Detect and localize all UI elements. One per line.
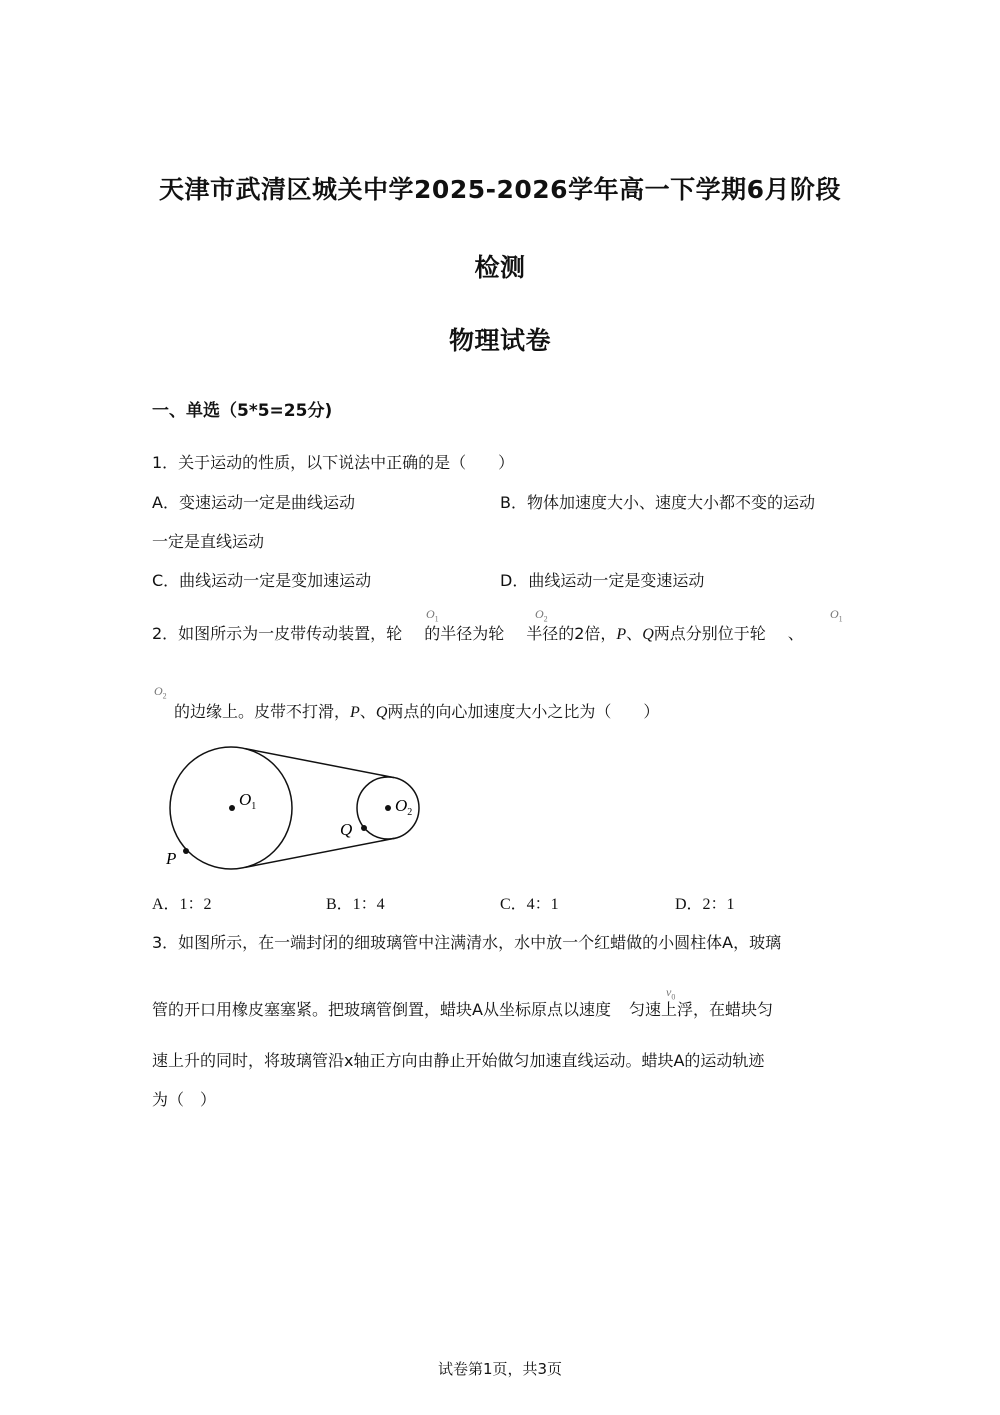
belt-bottom-segment bbox=[245, 838, 394, 867]
question-3-line4: 为（ ） bbox=[152, 1090, 217, 1109]
section-heading: 一、单选（5*5=25分) bbox=[152, 401, 333, 421]
inline-symbol-o1: $O_1$ bbox=[426, 607, 439, 624]
q2-p-label: P bbox=[616, 626, 627, 643]
question-2-option-b: B．1：4 bbox=[326, 896, 385, 913]
question-1-option-b-continued: 一定是直线运动 bbox=[152, 532, 265, 551]
question-2-option-c: C．4：1 bbox=[500, 896, 559, 913]
question-1-option-a: A．变速运动一定是曲线运动 bbox=[152, 493, 355, 512]
question-1-option-d: D．曲线运动一定是变速运动 bbox=[500, 571, 705, 590]
q2-q-label: Q bbox=[642, 626, 654, 643]
question-2-option-a: A．1：2 bbox=[152, 896, 212, 913]
label-o1: $O_1$ bbox=[239, 790, 257, 812]
question-2-option-d: D．2：1 bbox=[675, 896, 735, 913]
point-p-dot bbox=[183, 848, 189, 854]
inline-symbol-o2-second: $O_2$ bbox=[154, 684, 167, 701]
q2-text-a: 2．如图所示为一皮带传动装置，轮 bbox=[152, 624, 403, 643]
subject-title: 物理试卷 bbox=[448, 326, 551, 355]
question-2-stem-line1 bbox=[152, 621, 804, 644]
center-o1-dot bbox=[229, 805, 235, 811]
point-q-dot bbox=[361, 825, 367, 831]
inline-symbol-v0: $v_0$ bbox=[666, 985, 676, 1002]
q2-sep: 、 bbox=[626, 624, 643, 643]
question-2-stem-line2: 的边缘上。皮带不打滑，P、Q两点的向心加速度大小之比为（ ） bbox=[174, 702, 660, 721]
question-3-line3: 速上升的同时，将玻璃管沿x轴正方向由静止开始做匀加速直线运动。蜡块A的运动轨迹 bbox=[152, 1051, 765, 1070]
question-3-line1: 3．如图所示，在一端封闭的细玻璃管中注满清水，水中放一个红蜡做的小圆柱体A，玻璃 bbox=[152, 933, 782, 952]
q2-text-e: 、 bbox=[787, 624, 804, 643]
belt-drive-diagram bbox=[150, 740, 440, 875]
question-1-option-c: C．曲线运动一定是变加速运动 bbox=[152, 571, 372, 590]
label-p: P bbox=[166, 849, 177, 868]
q2-text-b: 的半径为轮 bbox=[424, 624, 505, 643]
inline-symbol-o1-second: $O_1$ bbox=[830, 607, 843, 624]
label-q: Q bbox=[340, 820, 353, 839]
page-title-line2: 检测 bbox=[474, 253, 526, 282]
question-1-option-b: B．物体加速度大小、速度大小都不变的运动 bbox=[500, 493, 815, 512]
label-o2: $O_2$ bbox=[395, 796, 413, 818]
question-3-line2: 管的开口用橡皮塞塞紧。把玻璃管倒置，蜡块A从坐标原点以速度 匀速上浮，在蜡块匀 bbox=[152, 1000, 773, 1019]
page-title-line1: 天津市武清区城关中学2025-2026学年高一下学期6月阶段 bbox=[159, 175, 841, 204]
belt-top-segment bbox=[245, 749, 394, 778]
q2-text-d: 两点分别位于轮 bbox=[653, 624, 766, 643]
inline-symbol-o2: $O_2$ bbox=[535, 607, 548, 624]
q2-text-c: 半径的2倍， bbox=[526, 624, 617, 643]
center-o2-dot bbox=[385, 805, 391, 811]
page-footer: 试卷第1页，共3页 bbox=[437, 1360, 563, 1378]
question-1-stem: 1．关于运动的性质，以下说法中正确的是（ ） bbox=[152, 453, 515, 472]
